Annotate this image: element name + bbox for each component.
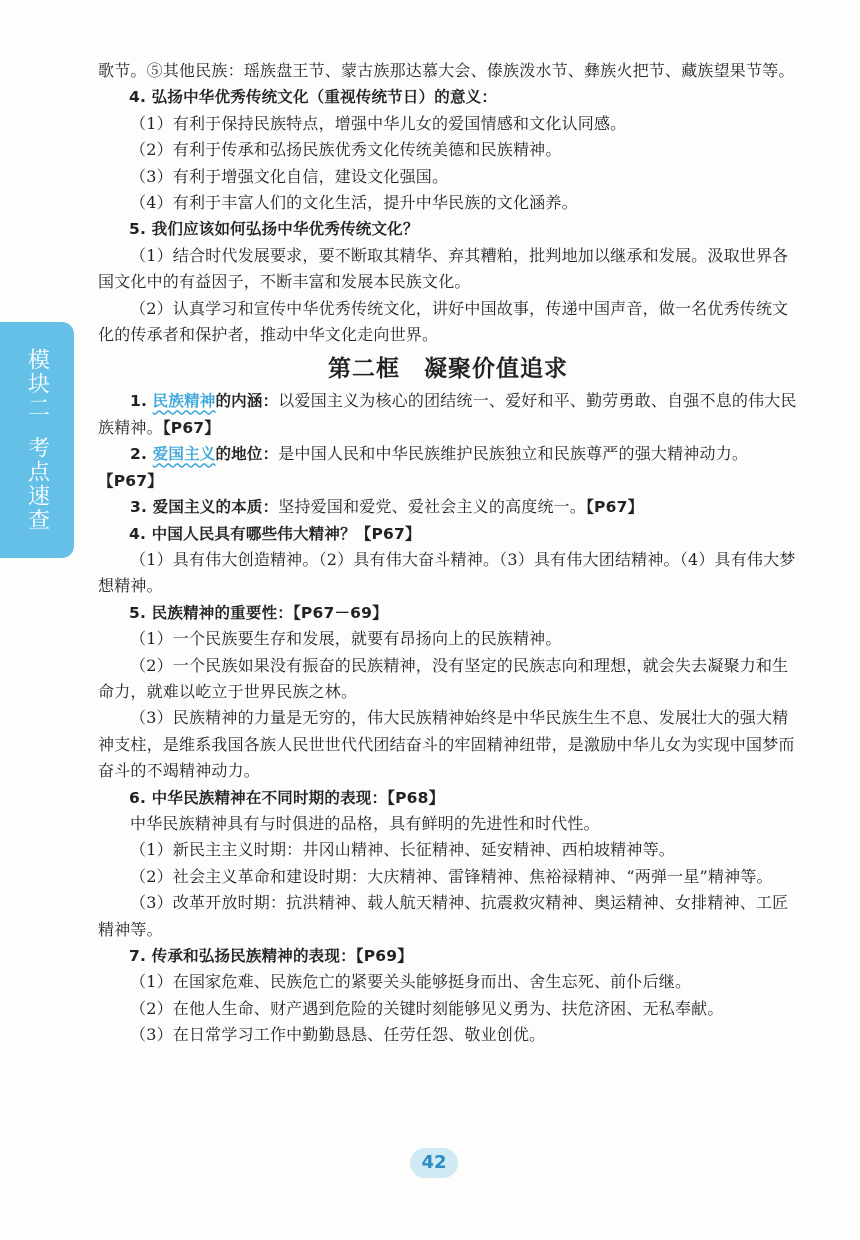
s1-ref: 【P67】 [162,418,220,437]
s3-ref: 【P67】 [586,498,644,517]
s2-paragraph [98,441,798,494]
s6-intro: 中华民族精神具有与时俱进的品格，具有鲜明的先进性和时代性。 [130,813,600,833]
q4-item-3: （3）有利于增强文化自信，建设文化强国。 [130,166,449,186]
side-tab-module-text: 模块二 [24,348,50,420]
s7-item-1: （1）在国家危难、民族危亡的紧要关头能够挺身而出、舍生忘死、前仆后继。 [130,972,692,992]
paragraph-continued: 歌节。⑤其他民族：瑶族盘王节、蒙古族那达慕大会、傣族泼水节、彝族火把节、藏族望果节等。 [98,61,795,80]
s5-item-2: （2）一个民族如果没有振奋的民族精神，没有坚定的民族志向和理想，就会失去凝聚力和生命力，就难以屹立于世界民族之林。 [98,655,789,701]
s1-paragraph [98,388,798,441]
s3-paragraph [98,494,798,520]
q5-item-2: （2）认真学习和宣传中华优秀传统文化，讲好中国故事，传递中国声音，做一名优秀传统文化的传承者和保护者，推动中华文化走向世界。 [98,298,789,345]
side-tab [0,322,74,558]
section-title: 第二框 凝聚价值追求 [328,356,568,383]
side-tab-module [24,348,51,420]
q4-item-4: （4）有利于丰富人们的文化生活，提升中华民族的文化涵养。 [130,193,578,213]
q5-heading: 5. 我们应该如何弘扬中华优秀传统文化？ [129,220,419,239]
s2-body: 是中国人民和中华民族维护民族独立和民族尊严的强大精神动力。 [278,444,749,464]
s6-item-3: （3）改革开放时期：抗洪精神、载人航天精神、抗震救灾精神、奥运精神、女排精神、工匠精神等。 [98,893,789,939]
q4-item-2: （2）有利于传承和弘扬民族优秀文化传统美德和民族精神。 [130,140,562,160]
s7-heading: 7. 传承和弘扬民族精神的表现：【P69】 [129,947,413,965]
s7-item-2: （2）在他人生命、财产遇到危险的关键时刻能够见义勇为、扶危济困、无私奉献。 [130,998,724,1018]
q4-heading: 4. 弘扬中华优秀传统文化（重视传统节日）的意义： [129,88,498,107]
q5-item-1: （1）结合时代发展要求，要不断取其精华、弃其糟粕，批判地加以继承和发展。汲取世界各国文化中的有益因子，不断丰富和发展本民族文化。 [98,245,789,292]
s5-item-1: （1）一个民族要生存和发展，就要有昂扬向上的民族精神。 [130,629,562,649]
s6-heading: 6. 中华民族精神在不同时期的表现：【P68】 [129,788,445,807]
s5-heading: 5. 民族精神的重要性：【P67－69】 [129,603,388,622]
q4-item-1: （1）有利于保持民族特点，增强中华儿女的爱国情感和文化认同感。 [130,113,627,133]
s1-body: 以爱国主义为核心的团结统一、爱好和平、勤劳勇敢、自强不息的伟大民族精神。 [98,391,797,437]
s2-num: 2. [130,445,153,464]
s6-item-1: （1）新民主主义时期：井冈山精神、长征精神、延安精神、西柏坡精神等。 [130,840,675,860]
s6-item-2: （2）社会主义革命和建设时期：大庆精神、雷锋精神、焦裕禄精神、“两弹一星”精神等。 [130,866,773,886]
s4-body: （1）具有伟大创造精神。（2）具有伟大奋斗精神。（3）具有伟大团结精神。（4）具有伟大梦想精神。 [98,549,796,596]
s1-head-rest: 的内涵： [215,392,279,411]
s2-ref: 【P67】 [98,471,163,490]
page-content [98,58,798,1049]
s2-head-rest: 的地位： [215,445,279,464]
s3-body: 坚持爱国和爱党、爱社会主义的高度统一。 [278,497,587,517]
s1-num: 1. [130,392,153,411]
s5-item-3: （3）民族精神的力量是无穷的，伟大民族精神始终是中华民族生生不息、发展壮大的强大精神支柱，是维系我国各族人民世世代代团结奋斗的牢固精神纽带，是激励中华儿女为实现中国梦而奋斗的不竭精神动力。 [98,708,795,781]
s3-head: 3. 爱国主义的本质： [130,498,279,517]
s1-keyword: 民族精神 [152,392,216,411]
side-tab-label-text: 考点速查 [24,436,50,532]
side-tab-label [24,436,51,532]
s2-keyword: 爱国主义 [152,445,216,464]
page-number: 42 [410,1148,458,1178]
s7-item-3: （3）在日常学习工作中勤勤恳恳、任劳任怨、敬业创优。 [130,1025,546,1045]
s4-heading: 4. 中国人民具有哪些伟大精神？【P67】 [129,524,421,543]
